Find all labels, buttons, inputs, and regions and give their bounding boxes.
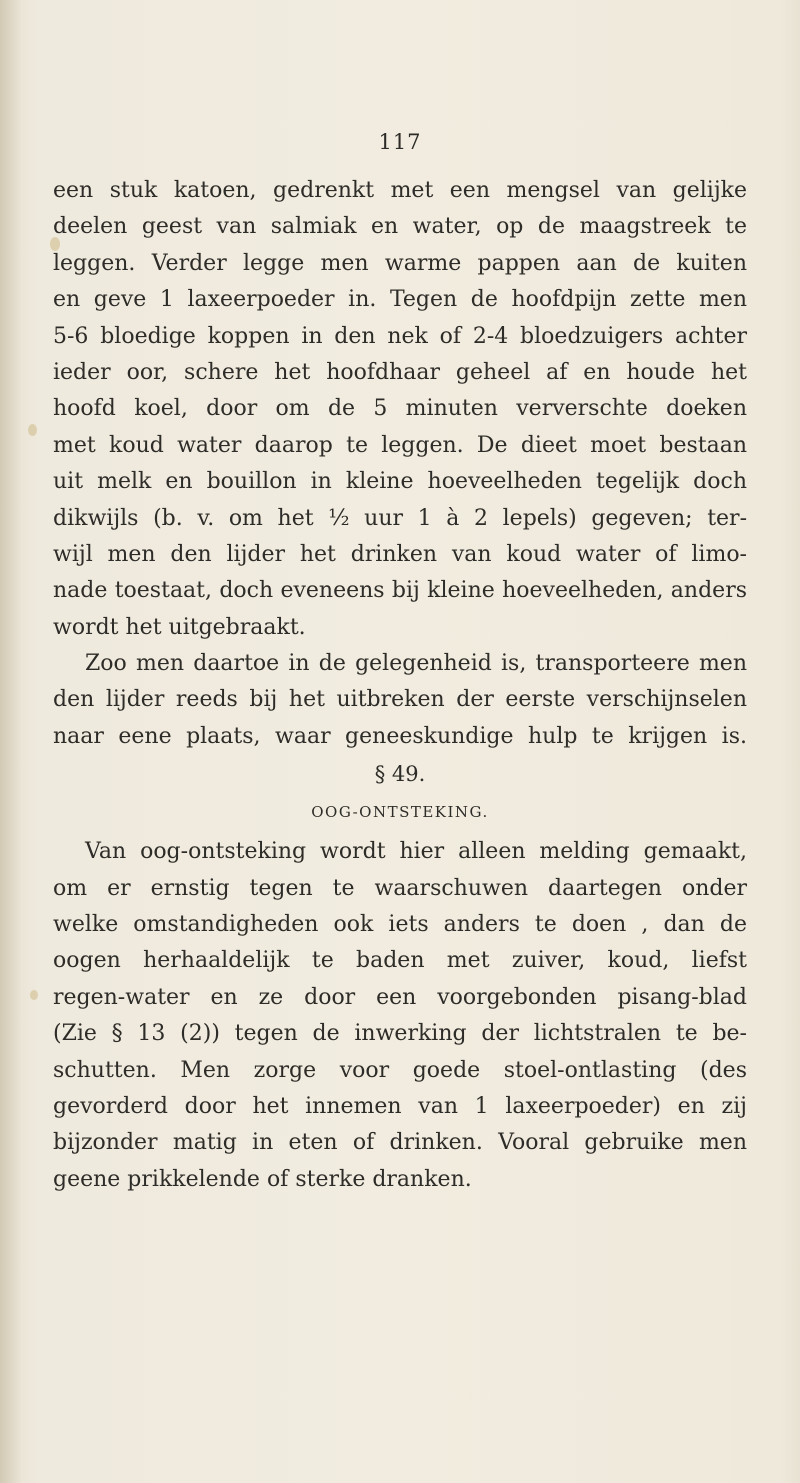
paragraph [53, 834, 747, 1198]
text-line: oogen herhaaldelijk te baden met zuiver, koud, liefst [53, 948, 747, 974]
text-line: 5-6 bloedige koppen in den nek of 2-4 bloedzuigers achter [53, 323, 747, 349]
text-line: leggen. Verder legge men warme pappen aan de kuiten [53, 250, 747, 276]
text-line: nade toestaat, doch eveneens bij kleine hoeveelheden, anders [53, 578, 747, 604]
text-line: met koud water daarop te leggen. De dieet moet bestaan [53, 432, 747, 458]
text-body [53, 173, 747, 1198]
text-line: wordt het uitgebraakt. [53, 614, 306, 640]
text-line: schutten. Men zorge voor goede stoel-ontlasting (des [53, 1057, 747, 1083]
page-number: 117 [378, 130, 422, 154]
text-line: regen-water en ze door een voorgebonden pisang-blad [53, 984, 747, 1010]
text-line: bijzonder matig in eten of drinken. Vooral gebruike men [53, 1130, 747, 1156]
text-line: (Zie § 13 (2)) tegen de inwerking der lichtstralen te be- [53, 1021, 747, 1047]
section-number: § 49. [374, 762, 426, 787]
section-title: OOG-ONTSTEKING. [311, 803, 489, 822]
text-line: om er ernstig tegen te waarschuwen daartegen onder [53, 875, 747, 901]
text-line: Zoo men daartoe in de gelegenheid is, transporteere men [85, 651, 747, 677]
text-line: uit melk en bouillon in kleine hoeveelheden tegelijk doch [53, 469, 747, 495]
text-line: den lijder reeds bij het uitbreken der eerste verschijnselen [53, 687, 747, 713]
text-line: en geve 1 laxeerpoeder in. Tegen de hoofdpijn zette men [53, 287, 747, 313]
text-line: naar eene plaats, waar geneeskundige hulp te krijgen is. [53, 723, 747, 749]
text-line: deelen geest van salmiak en water, op de maagstreek te [53, 214, 747, 240]
text-line: geene prikkelende of sterke dranken. [53, 1166, 472, 1192]
paper-stain [28, 424, 37, 436]
text-line: hoofd koel, door om de 5 minuten ververschte doeken [53, 396, 747, 422]
paragraph [53, 173, 747, 646]
text-line: Van oog-ontsteking wordt hier alleen melding gemaakt, [85, 839, 747, 865]
text-line: een stuk katoen, gedrenkt met een mengsel van gelijke [53, 178, 747, 203]
paper-stain [30, 990, 38, 1000]
paragraph [53, 646, 747, 755]
text-line: dikwijls (b. v. om het ½ uur 1 à 2 lepels) gegeven; ter- [53, 505, 747, 531]
text-line: ieder oor, schere het hoofdhaar geheel af en houde het [53, 359, 747, 385]
text-line: wijl men den lijder het drinken van koud water of limo- [53, 541, 747, 567]
spine-shadow [0, 0, 22, 1483]
text-line: welke omstandigheden ook iets anders te doen , dan de [53, 912, 747, 938]
text-line: gevorderd door het innemen van 1 laxeerpoeder) en zij [53, 1093, 747, 1119]
